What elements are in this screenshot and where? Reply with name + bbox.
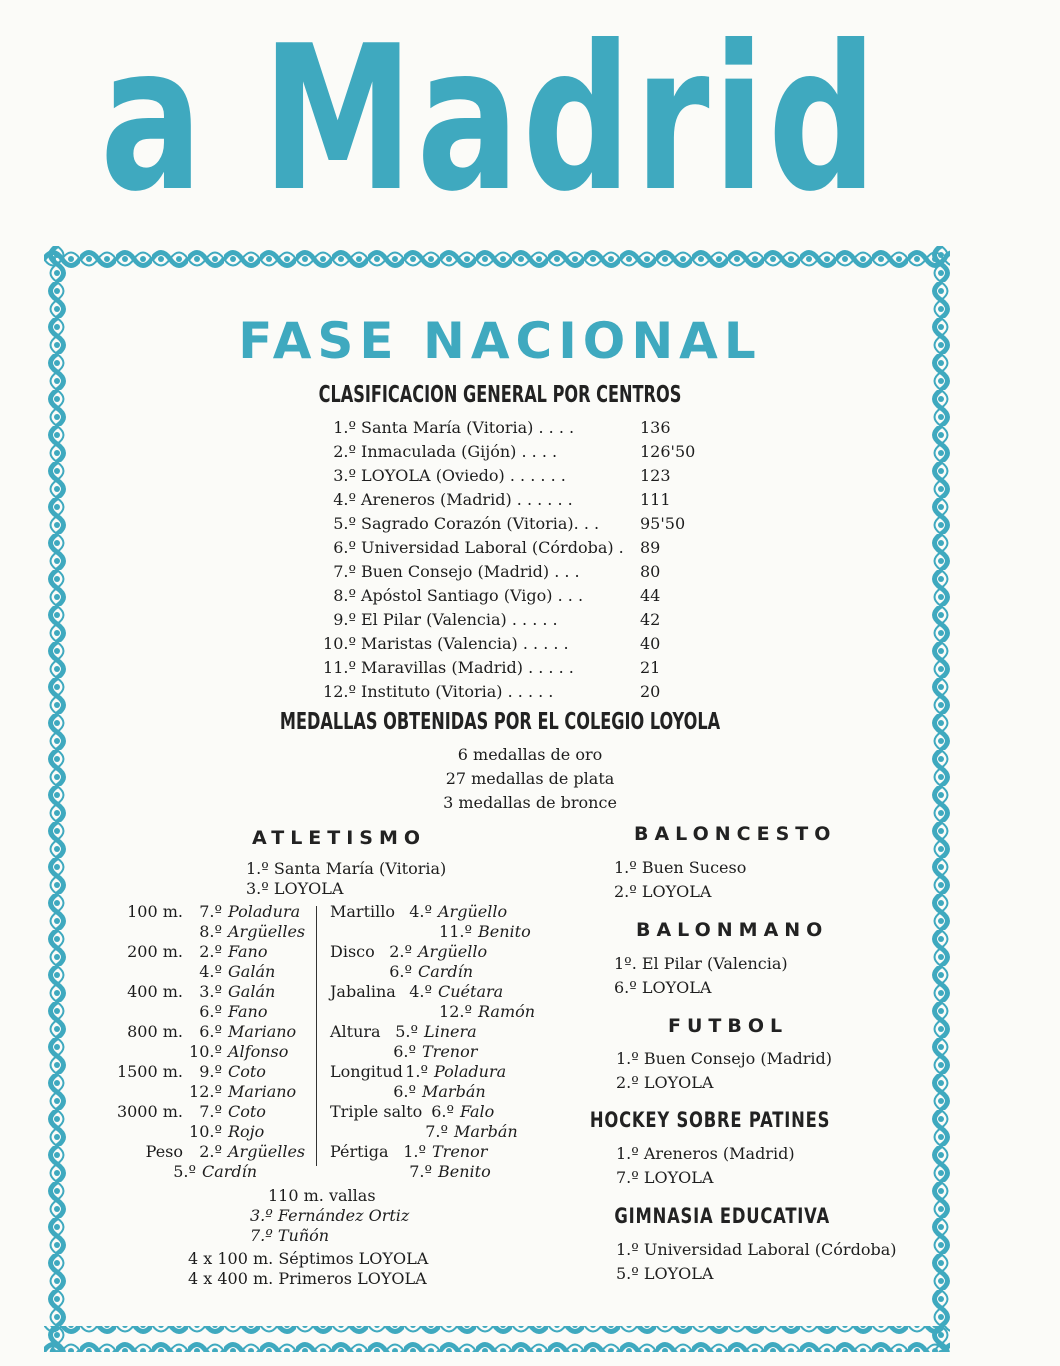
atletismo-place: 12.º [189,1082,222,1101]
ranking-row [318,584,708,608]
gimnasia-heading: GIMNASIA EDUCATIVA [614,1204,830,1228]
atletismo-place: 6.º [389,962,412,981]
atletismo-athlete: Cardín [418,962,474,981]
ranking-row [318,512,708,536]
rank-position: 11.º [323,658,356,677]
atletismo-athlete: Coto [228,1102,266,1121]
rank-position: 9.º [333,610,356,629]
atletismo-place: 2.º [199,1142,222,1161]
atletismo-place: 5.º [395,1022,418,1041]
rank-score: 136 [640,418,671,437]
atletismo-event: Martillo [330,902,395,921]
atletismo-athlete: Mariano [228,1082,297,1101]
rank-position: 4.º [333,490,356,509]
atletismo-event: Longitud [330,1062,403,1081]
atletismo-place: 12.º [439,1002,472,1021]
atletismo-athlete: Poladura [228,902,301,921]
ranking-row [318,464,708,488]
rank-score: 111 [640,490,671,509]
ranking-row [318,632,708,656]
atletismo-place: 7.º [425,1122,448,1141]
atletismo-place: 1.º [405,1062,428,1081]
atletismo-place: 9.º [199,1062,222,1081]
atletismo-athlete: Trenor [422,1042,478,1061]
ranking-row [318,560,708,584]
atletismo-athlete: Galán [228,962,276,981]
headline-banner [0,0,1000,236]
atletismo-athlete: Cardín [202,1162,258,1181]
medal-line: 6 medallas de oro [457,745,603,764]
rank-name: Santa María (Vitoria) . . . . [361,418,575,437]
rank-name: Apóstol Santiago (Vigo) . . . [361,586,584,605]
atletismo-athlete: Fano [228,1002,268,1021]
futbol-line-2: 2.º LOYOLA [616,1073,714,1092]
hockey-line-2: 7.º LOYOLA [616,1168,714,1187]
medal-line: 3 medallas de bronce [443,793,617,812]
rank-name: Universidad Laboral (Córdoba) . [361,538,624,557]
atletismo-place: 7.º [199,1102,222,1121]
gimnasia-line-2: 5.º LOYOLA [616,1264,714,1283]
hockey-line-1: 1.º Areneros (Madrid) [616,1144,795,1163]
atletismo-place: 10.º [189,1042,222,1061]
atletismo-event: 800 m. [127,1022,183,1041]
atletismo-place: 4.º [409,902,432,921]
baloncesto-line-1: 1.º Buen Suceso [614,858,747,877]
column-divider [316,906,317,1166]
atletismo-event: Altura [330,1022,381,1041]
atletismo-place: 6.º [393,1042,416,1061]
atletismo-summary-1: 1.º Santa María (Vitoria) [246,859,447,878]
atletismo-athlete: Cuétara [438,982,504,1001]
atletismo-athlete: Argüelles [228,1142,306,1161]
atletismo-place: 6.º [199,1022,222,1041]
atletismo-place: 6.º [431,1102,454,1121]
atletismo-heading: ATLETISMO [252,827,427,849]
atletismo-place: 4.º [199,962,222,981]
atletismo-place: 5.º [173,1162,196,1181]
rank-position: 6.º [333,538,356,557]
gimnasia-line-1: 1.º Universidad Laboral (Córdoba) [616,1240,897,1259]
rank-position: 12.º [323,682,356,701]
rank-position: 3.º [333,466,356,485]
atletismo-athlete: Falo [460,1102,495,1121]
rank-position: 1.º [333,418,356,437]
atletismo-summary-2: 3.º LOYOLA [246,879,344,898]
atletismo-event: 400 m. [127,982,183,1001]
rank-name: Sagrado Corazón (Vitoria). . . [361,514,600,533]
atletismo-athlete: Argüello [418,942,488,961]
relay-4x400: 4 x 400 m. Primeros LOYOLA [188,1269,427,1288]
rank-name: Areneros (Madrid) . . . . . . [361,490,573,509]
atletismo-athlete: Mariano [228,1022,297,1041]
atletismo-place: 3.º [199,982,222,1001]
atletismo-event: 3000 m. [116,1102,183,1121]
vallas-first: 3.º Fernández Ortiz [250,1206,410,1225]
balonmano-line-2: 6.º LOYOLA [614,978,712,997]
atletismo-athlete: Marbán [454,1122,518,1141]
ranking-row [318,416,708,440]
atletismo-place: 7.º [409,1162,432,1181]
atletismo-event: Jabalina [330,982,396,1001]
atletismo-athlete: Fano [228,942,268,961]
atletismo-event: Peso [145,1142,183,1161]
atletismo-place: 7.º [199,902,222,921]
rank-name: Buen Consejo (Madrid) . . . [361,562,580,581]
atletismo-place: 4.º [409,982,432,1001]
rank-score: 20 [640,682,661,701]
atletismo-place: 8.º [199,922,222,941]
ranking-row [318,488,708,512]
rank-score: 21 [640,658,661,677]
vallas-event: 110 m. vallas [268,1186,376,1205]
rank-position: 5.º [333,514,356,533]
rank-name: El Pilar (Valencia) . . . . . [361,610,558,629]
atletismo-athlete: Argüelles [228,922,306,941]
baloncesto-heading: BALONCESTO [634,823,837,845]
atletismo-athlete: Rojo [228,1122,265,1141]
atletismo-athlete: Trenor [432,1142,488,1161]
atletismo-athlete: Galán [228,982,276,1001]
ranking-row [318,536,708,560]
hockey-heading: HOCKEY SOBRE PATINES [589,1108,831,1132]
atletismo-place: 11.º [439,922,472,941]
clasificacion-heading: CLASIFICACION GENERAL POR CENTROS [318,382,682,408]
atletismo-athlete: Poladura [434,1062,507,1081]
atletismo-athlete: Ramón [478,1002,536,1021]
atletismo-place: 2.º [199,942,222,961]
medallas-heading: MEDALLAS OBTENIDAS POR EL COLEGIO LOYOLA [279,709,721,735]
atletismo-place: 2.º [389,942,412,961]
atletismo-athlete: Coto [228,1062,266,1081]
baloncesto-line-2: 2.º LOYOLA [614,882,712,901]
rank-score: 123 [640,466,671,485]
rank-score: 126'50 [640,442,696,461]
rank-name: LOYOLA (Oviedo) . . . . . . [361,466,566,485]
rank-score: 80 [640,562,661,581]
atletismo-athlete: Argüello [438,902,508,921]
atletismo-athlete: Benito [478,922,531,941]
atletismo-event: 100 m. [127,902,183,921]
rank-name: Maristas (Valencia) . . . . . [361,634,569,653]
rank-position: 8.º [333,586,356,605]
ranking-row [318,608,708,632]
atletismo-athlete: Benito [438,1162,491,1181]
rank-position: 7.º [333,562,356,581]
balonmano-heading: BALONMANO [636,919,829,941]
atletismo-place: 6.º [199,1002,222,1021]
rank-position: 10.º [323,634,356,653]
headline-text: a Madrid [100,3,880,236]
ranking-row [318,656,708,680]
rank-score: 95'50 [640,514,686,533]
atletismo-event: 1500 m. [116,1062,183,1081]
rank-position: 2.º [333,442,356,461]
atletismo-event: Pértiga [330,1142,389,1161]
relay-4x100: 4 x 100 m. Séptimos LOYOLA [188,1249,429,1268]
atletismo-event: Disco [330,942,375,961]
vallas-second: 7.º Tuñón [250,1226,330,1245]
atletismo-athlete: Linera [424,1022,477,1041]
atletismo-place: 1.º [403,1142,426,1161]
medal-line: 27 medallas de plata [445,769,615,788]
rank-name: Maravillas (Madrid) . . . . . [361,658,574,677]
balonmano-line-1: 1º. El Pilar (Valencia) [614,954,788,973]
ranking-list [318,416,708,704]
rank-name: Instituto (Vitoria) . . . . . [361,682,554,701]
atletismo-event: Triple salto [330,1102,423,1121]
futbol-heading: FUTBOL [668,1015,789,1037]
medals-list [0,743,1060,815]
rank-name: Inmaculada (Gijón) . . . . [361,442,558,461]
fase-nacional-title: FASE NACIONAL [238,312,762,370]
atletismo-event: 200 m. [127,942,183,961]
atletismo-place: 10.º [189,1122,222,1141]
atletismo-athlete: Marbán [422,1082,486,1101]
rank-score: 40 [640,634,661,653]
rank-score: 44 [640,586,661,605]
ranking-row [318,680,708,704]
atletismo-place: 6.º [393,1082,416,1101]
atletismo-athlete: Alfonso [228,1042,289,1061]
rank-score: 42 [640,610,661,629]
futbol-line-1: 1.º Buen Consejo (Madrid) [616,1049,832,1068]
rank-score: 89 [640,538,661,557]
ranking-row [318,440,708,464]
